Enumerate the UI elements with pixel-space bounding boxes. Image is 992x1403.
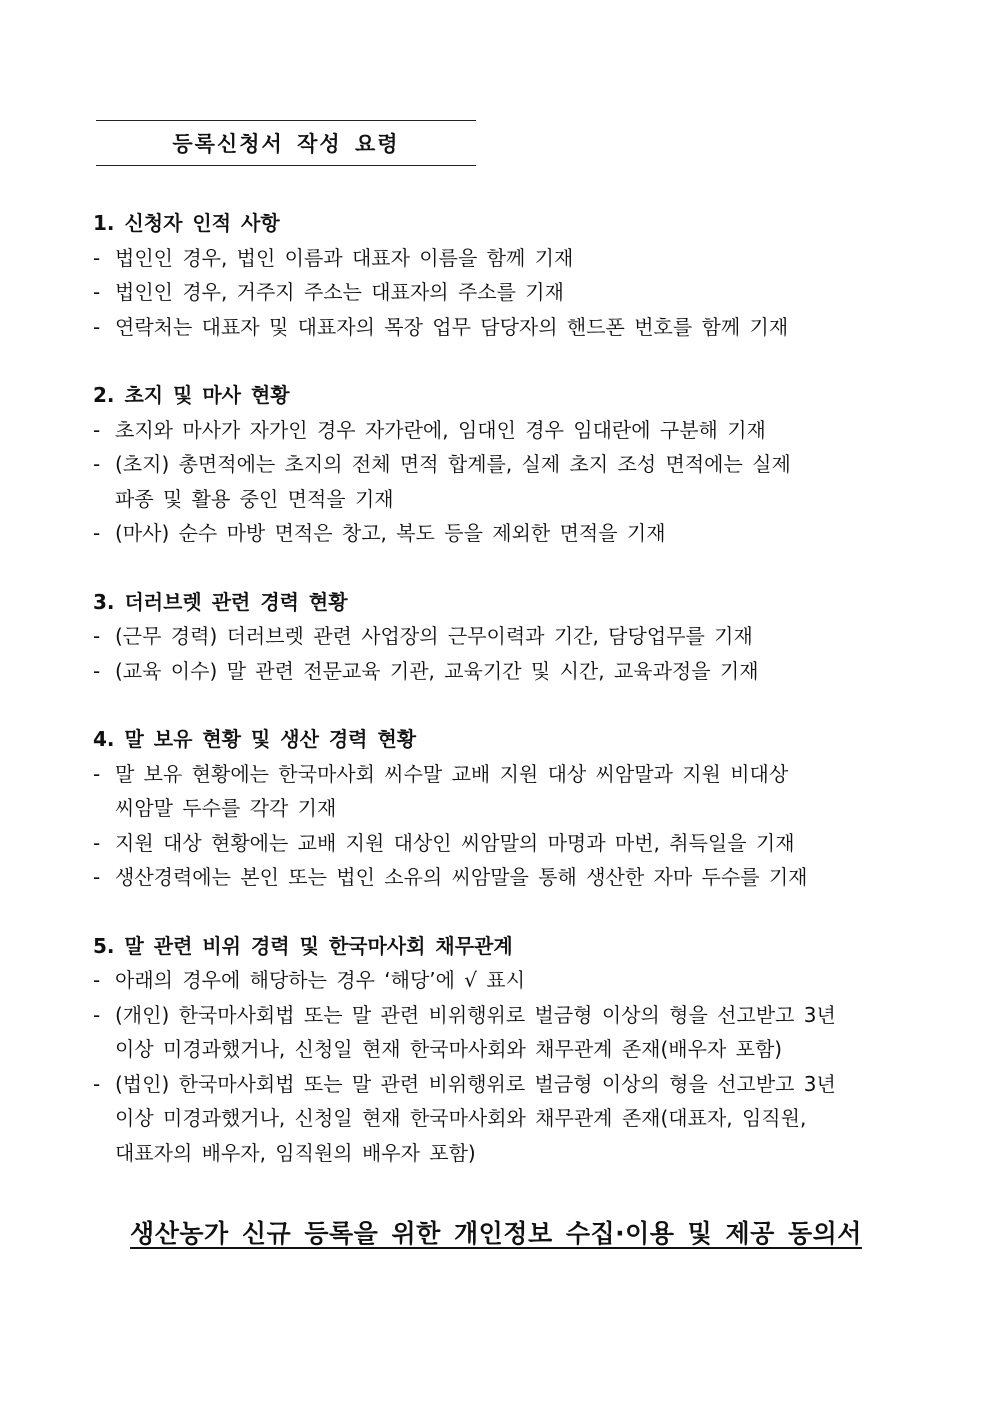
text-line: 법인인 경우, 법인 이름과 대표자 이름을 함께 기재 xyxy=(115,245,574,270)
list-item-text xyxy=(115,654,759,689)
section-4 xyxy=(93,722,903,895)
list-item xyxy=(93,860,903,895)
text-line: 씨암말 두수를 각각 기재 xyxy=(115,796,337,820)
list-item xyxy=(93,1067,903,1171)
list-item-text xyxy=(115,516,666,551)
list-bullet: - xyxy=(93,1071,101,1096)
list-item-text xyxy=(115,1067,836,1171)
list-item-text xyxy=(115,998,836,1067)
list-item-text xyxy=(115,619,753,654)
text-line: 이상 미경과했거나, 신청일 현재 한국마사회와 채무관계 존재(대표자, 임직원, xyxy=(115,1106,807,1130)
text-line: (근무 경력) 더러브렛 관련 사업장의 근무이력과 기간, 담당업무를 기재 xyxy=(115,624,753,648)
text-line: 초지와 마사가 자가인 경우 자가란에, 임대인 경우 임대란에 구분해 기재 xyxy=(115,417,766,442)
list-bullet: - xyxy=(93,830,101,855)
list-bullet: - xyxy=(93,624,101,648)
text-line: 대표자의 배우자, 임직원의 배우자 포함) xyxy=(115,1140,476,1165)
text-line: 아래의 경우에 해당하는 경우 ‘해당’에 √ 표시 xyxy=(115,968,526,992)
text-line: 생산경력에는 본인 또는 법인 소유의 씨암말을 통해 생산한 자마 두수를 기재 xyxy=(115,865,808,889)
list-item xyxy=(93,757,903,826)
list-item xyxy=(93,516,903,551)
list-bullet: - xyxy=(93,521,101,545)
document-title: 등록신청서 작성 요령 xyxy=(172,132,400,156)
list-item-text xyxy=(115,310,788,345)
section-1 xyxy=(93,206,903,344)
section-heading: 3. 더러브렛 관련 경력 현황 xyxy=(93,589,348,614)
list-item-text xyxy=(115,275,564,310)
list-bullet: - xyxy=(93,865,101,889)
text-line: (마사) 순수 마방 면적은 창고, 복도 등을 제외한 면적을 기재 xyxy=(115,521,666,545)
list-item-text xyxy=(115,447,791,516)
list-bullet: - xyxy=(93,968,101,992)
section-heading: 1. 신청자 인적 사항 xyxy=(93,211,280,235)
text-line: 말 보유 현황에는 한국마사회 씨수말 교배 지원 대상 씨암말과 지원 비대상 xyxy=(115,761,789,786)
instructions-body xyxy=(93,206,903,1204)
list-bullet: - xyxy=(93,314,101,339)
list-item xyxy=(93,275,903,310)
list-item xyxy=(93,310,903,345)
consent-form-title: 생산농가 신규 등록을 위한 개인정보 수집·이용 및 제공 동의서 xyxy=(130,1219,862,1248)
list-item xyxy=(93,241,903,276)
list-bullet: - xyxy=(93,245,101,270)
text-line: 연락처는 대표자 및 대표자의 목장 업무 담당자의 핸드폰 번호를 함께 기재 xyxy=(115,314,789,339)
list-bullet: - xyxy=(93,658,101,683)
list-item xyxy=(93,413,903,448)
list-item-text xyxy=(115,963,525,998)
text-line: 법인인 경우, 거주지 주소는 대표자의 주소를 기재 xyxy=(115,280,564,304)
section-heading: 4. 말 보유 현황 및 생산 경력 현황 xyxy=(93,727,417,751)
list-item-text xyxy=(115,413,766,448)
text-line: 파종 및 활용 중인 면적을 기재 xyxy=(115,486,394,511)
list-item-text xyxy=(115,826,795,861)
list-item xyxy=(93,998,903,1067)
list-item xyxy=(93,447,903,516)
text-line: (법인) 한국마사회법 또는 말 관련 비위행위로 벌금형 이상의 형을 선고받고 3년 xyxy=(115,1071,836,1096)
text-line: 이상 미경과했거나, 신청일 현재 한국마사회와 채무관계 존재(배우자 포함) xyxy=(115,1037,783,1061)
list-item xyxy=(93,654,903,689)
list-item-text xyxy=(115,860,808,895)
list-bullet: - xyxy=(93,280,101,304)
section-heading: 5. 말 관련 비위 경력 및 한국마사회 채무관계 xyxy=(93,933,513,958)
section-5 xyxy=(93,929,903,1171)
list-bullet: - xyxy=(93,1002,101,1027)
section-2 xyxy=(93,378,903,551)
list-bullet: - xyxy=(93,417,101,442)
text-line: (초지) 총면적에는 초지의 전체 면적 합계를, 실제 초지 조성 면적에는 실제 xyxy=(115,452,791,476)
list-item-text xyxy=(115,757,788,826)
list-bullet: - xyxy=(93,452,101,476)
text-line: (개인) 한국마사회법 또는 말 관련 비위행위로 벌금형 이상의 형을 선고받고 3년 xyxy=(115,1002,836,1027)
list-item xyxy=(93,826,903,861)
section-heading: 2. 초지 및 마사 현황 xyxy=(93,383,290,407)
text-line: 지원 대상 현황에는 교배 지원 대상인 씨암말의 마명과 마번, 취득일을 기재 xyxy=(115,830,795,855)
list-item xyxy=(93,963,903,998)
section-3 xyxy=(93,585,903,689)
list-item xyxy=(93,619,903,654)
list-item-text xyxy=(115,241,573,276)
document-title-box xyxy=(96,120,476,166)
text-line: (교육 이수) 말 관련 전문교육 기관, 교육기간 및 시간, 교육과정을 기재 xyxy=(115,658,759,683)
list-bullet: - xyxy=(93,761,101,786)
